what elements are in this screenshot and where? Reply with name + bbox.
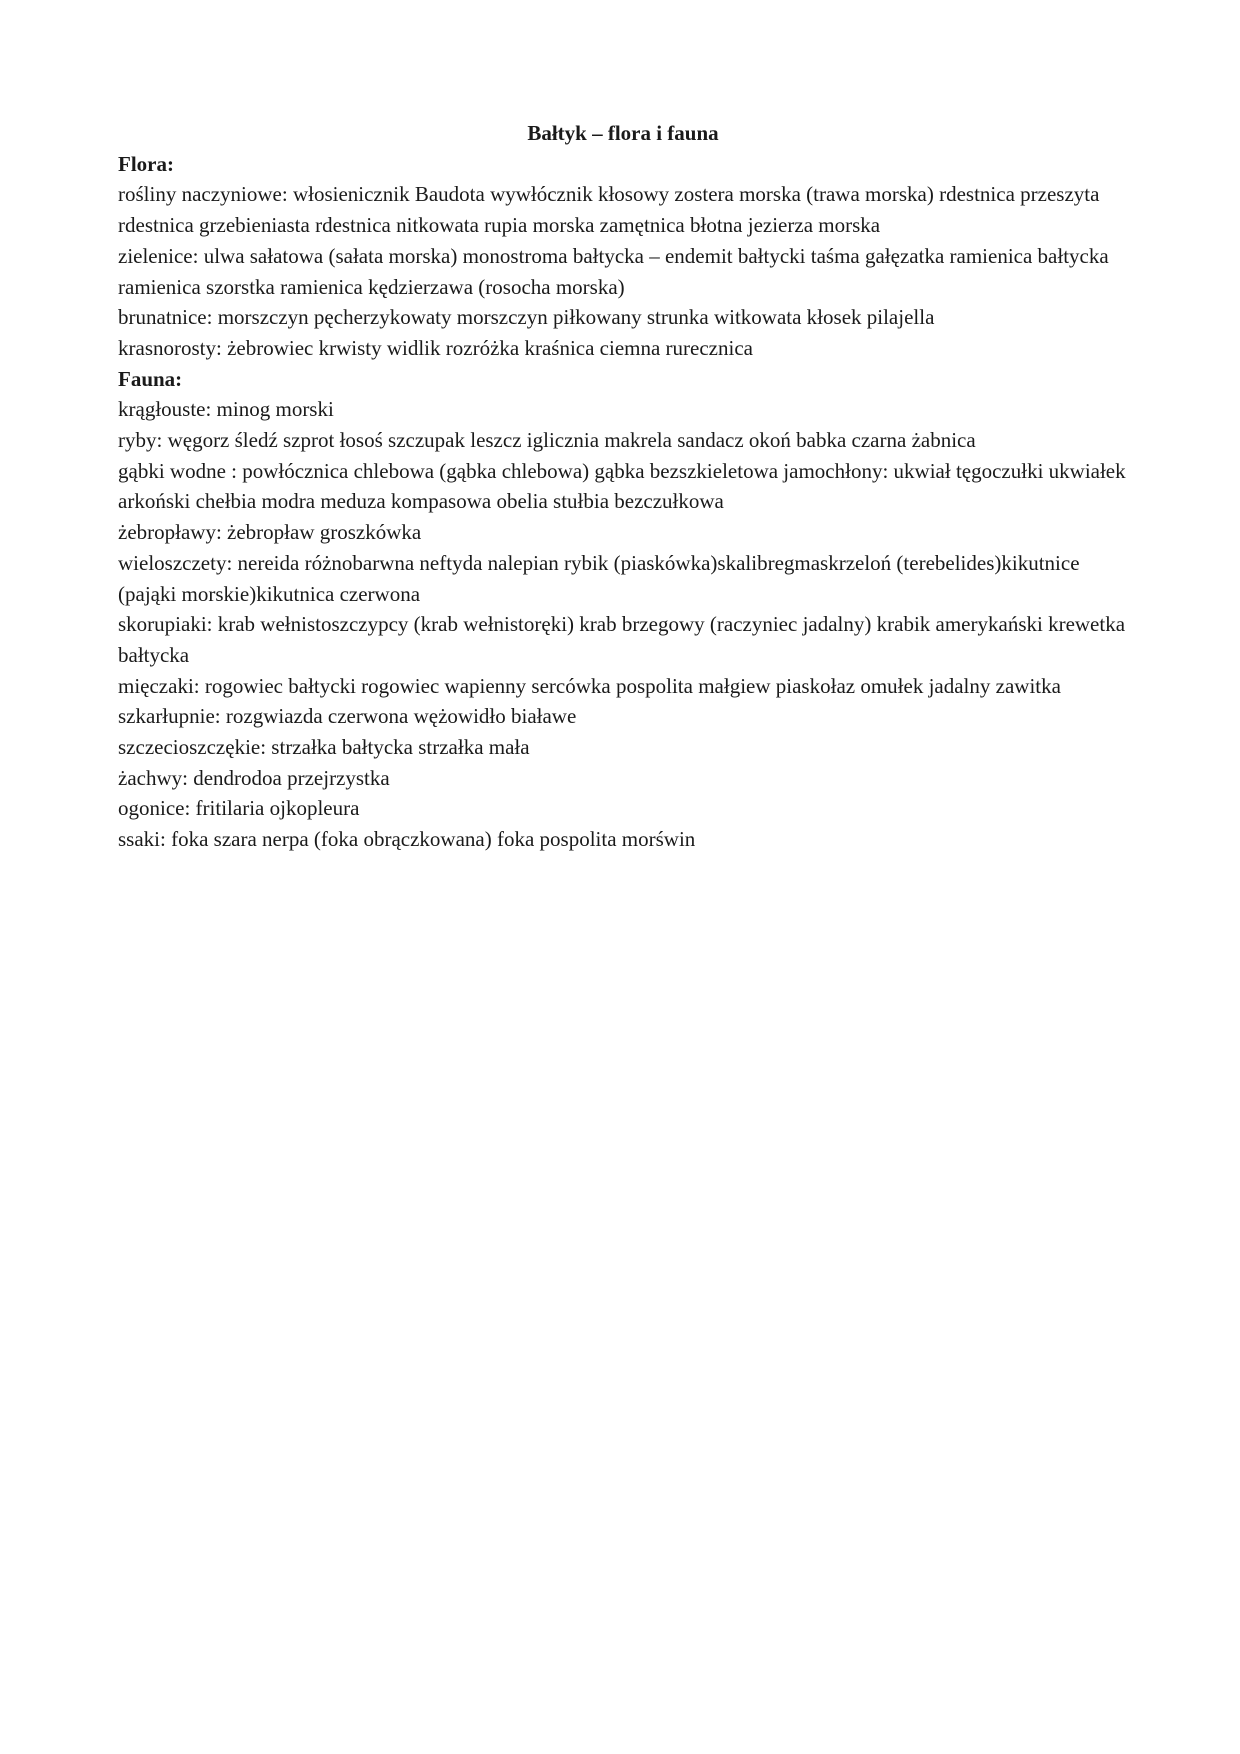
fauna-paragraph-cyclostomes: krągłouste: minog morski [118, 397, 334, 422]
fauna-paragraph-tunicates: żachwy: dendrodoa przejrzystka [118, 765, 390, 790]
flora-paragraph-brown-algae: brunatnice: morszczyn pęcherzykowaty morszczyn piłkowany strunka witkowata kłosek pilajella [118, 305, 935, 330]
fauna-paragraph-polychaetes: wieloszczety: nereida różnobarwna neftyda nalepian rybik (piaskówka)skalibregmaskrzeloń (terebelides)kikutnice (pająki morskie)kikutnica czerwona [118, 550, 1080, 606]
fauna-paragraph-arrow-worms: szczecioszczękie: strzałka bałtycka strzałka mała [118, 735, 530, 760]
fauna-heading: Fauna: [118, 366, 183, 391]
fauna-paragraph-larvaceans: ogonice: fritilaria ojkopleura [118, 796, 360, 821]
fauna-paragraph-ctenophores: żebropławy: żebropław groszkówka [118, 520, 422, 545]
fauna-paragraph-sponges: gąbki wodne : powłócznica chlebowa (gąbka chlebowa) gąbka bezszkieletowa jamochłony: ukwiał tęgoczułki ukwiałek arkoński chełbia modra meduza kompasowa obelia stułbia bezczułkowa [118, 458, 1126, 514]
flora-paragraph-red-algae: krasnorosty: żebrowiec krwisty widlik rozróżka kraśnica ciemna rurecznica [118, 335, 753, 360]
fauna-paragraph-fish: ryby: węgorz śledź szprot łosoś szczupak leszcz iglicznia makrela sandacz okoń babka czarna żabnica [118, 428, 976, 453]
document-title: Bałtyk – flora i fauna [527, 121, 719, 145]
flora-heading: Flora: [118, 151, 174, 176]
fauna-paragraph-mammals: ssaki: foka szara nerpa (foka obrączkowana) foka pospolita morświn [118, 827, 696, 852]
fauna-paragraph-molluscs: mięczaki: rogowiec bałtycki rogowiec wapienny sercówka pospolita małgiew piaskołaz omułek jadalny zawitka [118, 673, 1061, 698]
flora-paragraph-green-algae: zielenice: ulwa sałatowa (sałata morska) monostroma bałtycka – endemit bałtycki taśma gałęzatka ramienica bałtycka ramienica szorstka ramienica kędzierzawa (rosocha morska) [118, 243, 1109, 299]
document-page [118, 118, 1128, 855]
flora-paragraph-vascular-plants: rośliny naczyniowe: włosienicznik Baudota wywłócznik kłosowy zostera morska (trawa morska) rdestnica przeszyta rdestnica grzebieniasta rdestnica nitkowata rupia morska zamętnica błotna jezierza morska [118, 182, 1100, 238]
fauna-paragraph-crustaceans: skorupiaki: krab wełnistoszczypcy (krab wełnistoręki) krab brzegowy (raczyniec jadalny) krabik amerykański krewetka bałtycka [118, 612, 1126, 667]
fauna-paragraph-echinoderms: szkarłupnie: rozgwiazda czerwona wężowidło białawe [118, 704, 577, 729]
